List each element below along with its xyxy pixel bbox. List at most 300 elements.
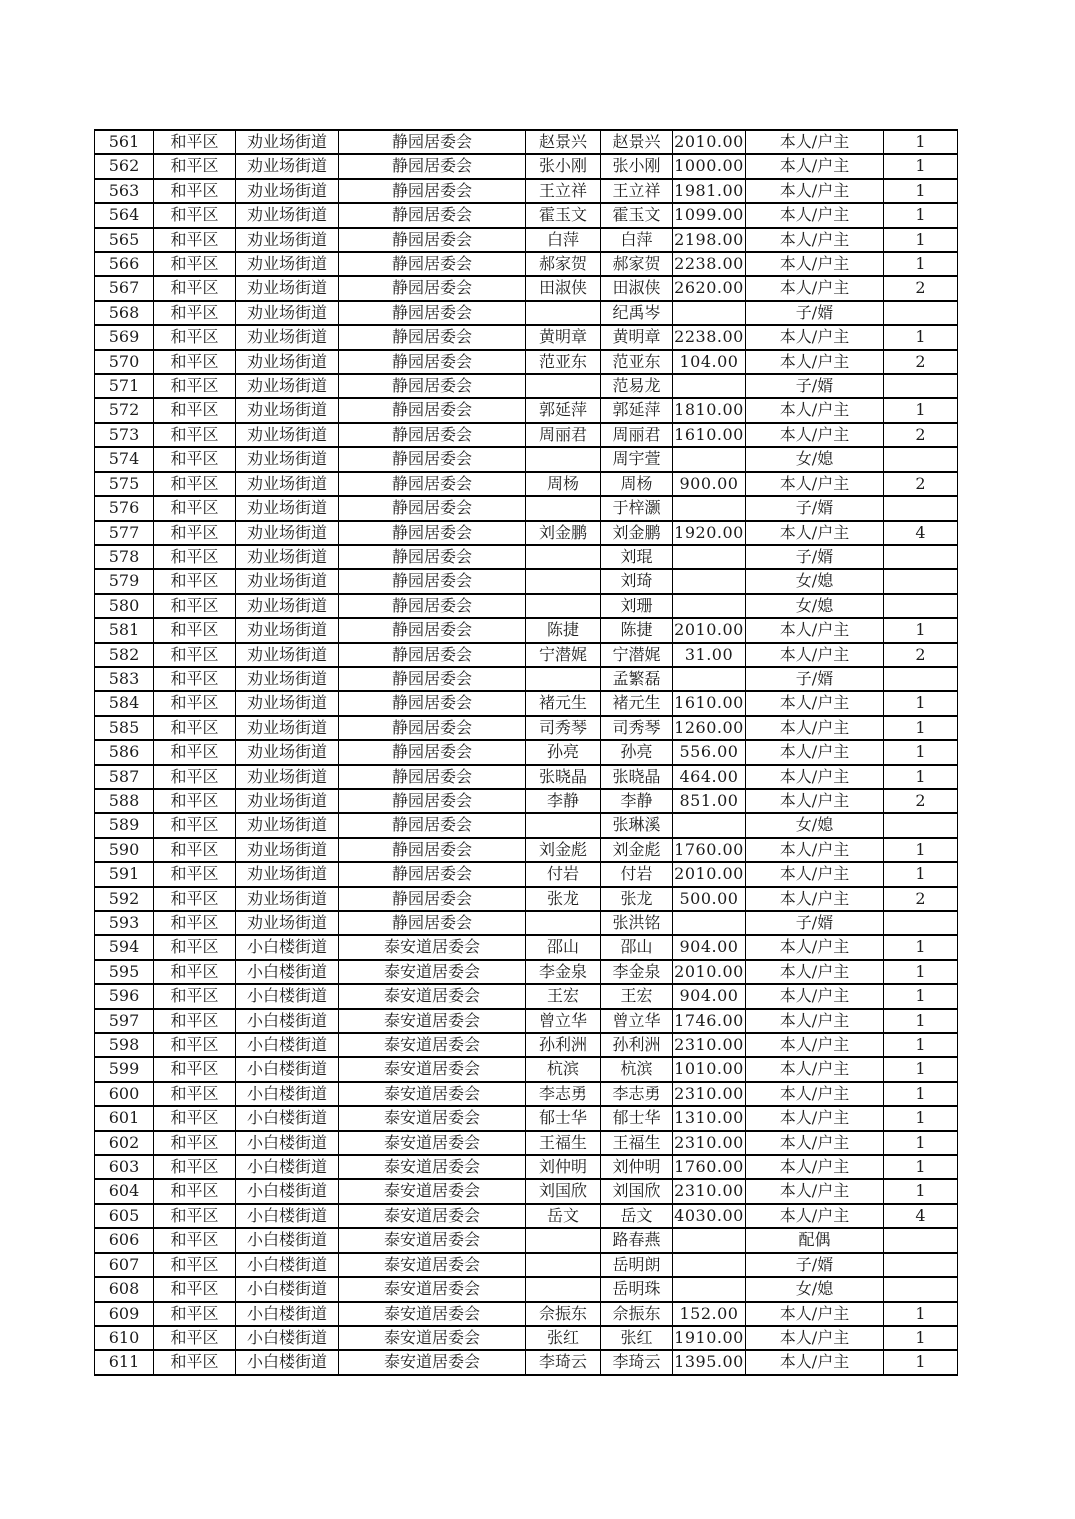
district-cell: 和平区 (154, 1228, 236, 1252)
member-name-cell: 李金泉 (601, 960, 673, 984)
holder-name-cell: 赵景兴 (526, 130, 601, 154)
committee-cell: 泰安道居委会 (339, 1204, 526, 1228)
row-number-cell: 588 (95, 789, 154, 813)
member-name-cell: 于梓灏 (601, 496, 673, 520)
relation-cell: 子/婿 (746, 301, 884, 325)
person-count-cell (884, 569, 958, 593)
relation-cell: 本人/户主 (746, 398, 884, 422)
person-count-cell: 1 (884, 935, 958, 959)
holder-name-cell: 刘金鹏 (526, 521, 601, 545)
row-number-cell: 575 (95, 472, 154, 496)
relation-cell: 本人/户主 (746, 325, 884, 349)
amount-cell: 2310.00 (673, 1082, 746, 1106)
row-number-cell: 607 (95, 1253, 154, 1277)
holder-name-cell (526, 545, 601, 569)
street-cell: 小白楼街道 (236, 1228, 339, 1252)
row-number-cell: 605 (95, 1204, 154, 1228)
member-name-cell: 张小刚 (601, 154, 673, 178)
row-number-cell: 594 (95, 935, 154, 959)
holder-name-cell: 孙亮 (526, 740, 601, 764)
relation-cell: 本人/户主 (746, 472, 884, 496)
table-row (95, 765, 958, 789)
person-count-cell: 1 (884, 1326, 958, 1350)
table-row (95, 887, 958, 911)
relation-cell: 子/婿 (746, 545, 884, 569)
relation-cell: 子/婿 (746, 1253, 884, 1277)
holder-name-cell: 田淑侠 (526, 276, 601, 300)
relation-cell: 子/婿 (746, 374, 884, 398)
table-row (95, 521, 958, 545)
district-cell: 和平区 (154, 813, 236, 837)
district-cell: 和平区 (154, 862, 236, 886)
committee-cell: 泰安道居委会 (339, 1253, 526, 1277)
member-name-cell: 纪禹岑 (601, 301, 673, 325)
holder-name-cell: 李静 (526, 789, 601, 813)
amount-cell: 904.00 (673, 984, 746, 1008)
relation-cell: 本人/户主 (746, 1057, 884, 1081)
table-row (95, 276, 958, 300)
relation-cell: 本人/户主 (746, 984, 884, 1008)
person-count-cell: 1 (884, 1009, 958, 1033)
person-count-cell: 2 (884, 643, 958, 667)
holder-name-cell: 李琦云 (526, 1350, 601, 1374)
row-number-cell: 574 (95, 447, 154, 471)
holder-name-cell: 黄明章 (526, 325, 601, 349)
relation-cell: 本人/户主 (746, 276, 884, 300)
committee-cell: 静园居委会 (339, 813, 526, 837)
district-cell: 和平区 (154, 1326, 236, 1350)
street-cell: 劝业场街道 (236, 179, 339, 203)
relation-cell: 本人/户主 (746, 1033, 884, 1057)
committee-cell: 泰安道居委会 (339, 1106, 526, 1130)
person-count-cell: 4 (884, 521, 958, 545)
member-name-cell: 张洪铭 (601, 911, 673, 935)
street-cell: 小白楼街道 (236, 1057, 339, 1081)
committee-cell: 静园居委会 (339, 374, 526, 398)
holder-name-cell (526, 447, 601, 471)
amount-cell: 500.00 (673, 887, 746, 911)
district-cell: 和平区 (154, 1277, 236, 1301)
member-name-cell: 孙亮 (601, 740, 673, 764)
relation-cell: 本人/户主 (746, 935, 884, 959)
relation-cell: 女/媳 (746, 594, 884, 618)
holder-name-cell: 褚元生 (526, 691, 601, 715)
holder-name-cell: 付岩 (526, 862, 601, 886)
amount-cell: 1981.00 (673, 179, 746, 203)
table-row (95, 960, 958, 984)
amount-cell: 1099.00 (673, 203, 746, 227)
person-count-cell: 2 (884, 789, 958, 813)
street-cell: 小白楼街道 (236, 935, 339, 959)
member-name-cell: 周杨 (601, 472, 673, 496)
district-cell: 和平区 (154, 667, 236, 691)
amount-cell (673, 569, 746, 593)
table-row (95, 643, 958, 667)
relation-cell: 配偶 (746, 1228, 884, 1252)
district-cell: 和平区 (154, 350, 236, 374)
person-count-cell (884, 545, 958, 569)
district-cell: 和平区 (154, 398, 236, 422)
row-number-cell: 589 (95, 813, 154, 837)
amount-cell: 1260.00 (673, 716, 746, 740)
amount-cell: 2010.00 (673, 862, 746, 886)
table-row (95, 1106, 958, 1130)
amount-cell: 1760.00 (673, 838, 746, 862)
holder-name-cell: 王福生 (526, 1131, 601, 1155)
member-name-cell: 司秀琴 (601, 716, 673, 740)
relation-cell: 子/婿 (746, 911, 884, 935)
holder-name-cell: 邵山 (526, 935, 601, 959)
holder-name-cell: 陈捷 (526, 618, 601, 642)
district-cell: 和平区 (154, 789, 236, 813)
holder-name-cell: 王宏 (526, 984, 601, 1008)
committee-cell: 静园居委会 (339, 740, 526, 764)
committee-cell: 静园居委会 (339, 423, 526, 447)
row-number-cell: 590 (95, 838, 154, 862)
person-count-cell: 1 (884, 130, 958, 154)
table-row (95, 618, 958, 642)
district-cell: 和平区 (154, 569, 236, 593)
street-cell: 劝业场街道 (236, 472, 339, 496)
committee-cell: 泰安道居委会 (339, 1179, 526, 1203)
street-cell: 劝业场街道 (236, 862, 339, 886)
member-name-cell: 田淑侠 (601, 276, 673, 300)
table-row (95, 472, 958, 496)
street-cell: 小白楼街道 (236, 1033, 339, 1057)
committee-cell: 泰安道居委会 (339, 1228, 526, 1252)
row-number-cell: 569 (95, 325, 154, 349)
row-number-cell: 582 (95, 643, 154, 667)
holder-name-cell: 范亚东 (526, 350, 601, 374)
committee-cell: 静园居委会 (339, 569, 526, 593)
table-row (95, 130, 958, 154)
table-row (95, 228, 958, 252)
holder-name-cell: 周丽君 (526, 423, 601, 447)
committee-cell: 泰安道居委会 (339, 1302, 526, 1326)
person-count-cell: 1 (884, 1350, 958, 1374)
member-name-cell: 郝家贺 (601, 252, 673, 276)
row-number-cell: 601 (95, 1106, 154, 1130)
street-cell: 小白楼街道 (236, 1106, 339, 1130)
member-name-cell: 刘金彪 (601, 838, 673, 862)
holder-name-cell (526, 301, 601, 325)
amount-cell: 1810.00 (673, 398, 746, 422)
row-number-cell: 563 (95, 179, 154, 203)
person-count-cell: 1 (884, 1155, 958, 1179)
table-row (95, 1326, 958, 1350)
member-name-cell: 范易龙 (601, 374, 673, 398)
street-cell: 劝业场街道 (236, 667, 339, 691)
district-cell: 和平区 (154, 374, 236, 398)
amount-cell: 2198.00 (673, 228, 746, 252)
holder-name-cell (526, 1228, 601, 1252)
amount-cell: 851.00 (673, 789, 746, 813)
member-name-cell: 李琦云 (601, 1350, 673, 1374)
relation-cell: 本人/户主 (746, 1350, 884, 1374)
amount-cell: 2010.00 (673, 130, 746, 154)
district-cell: 和平区 (154, 765, 236, 789)
member-name-cell: 陈捷 (601, 618, 673, 642)
member-name-cell: 郭延萍 (601, 398, 673, 422)
district-cell: 和平区 (154, 179, 236, 203)
person-count-cell: 2 (884, 423, 958, 447)
person-count-cell: 1 (884, 838, 958, 862)
street-cell: 小白楼街道 (236, 1179, 339, 1203)
row-number-cell: 587 (95, 765, 154, 789)
person-count-cell (884, 447, 958, 471)
person-count-cell (884, 301, 958, 325)
committee-cell: 静园居委会 (339, 862, 526, 886)
committee-cell: 泰安道居委会 (339, 1082, 526, 1106)
table-row (95, 1253, 958, 1277)
row-number-cell: 610 (95, 1326, 154, 1350)
table-row (95, 813, 958, 837)
amount-cell: 1920.00 (673, 521, 746, 545)
row-number-cell: 579 (95, 569, 154, 593)
district-cell: 和平区 (154, 935, 236, 959)
relation-cell: 本人/户主 (746, 521, 884, 545)
person-count-cell: 1 (884, 716, 958, 740)
street-cell: 劝业场街道 (236, 130, 339, 154)
table-row (95, 569, 958, 593)
person-count-cell: 1 (884, 325, 958, 349)
committee-cell: 静园居委会 (339, 887, 526, 911)
table-row (95, 545, 958, 569)
relation-cell: 女/媳 (746, 569, 884, 593)
table-row (95, 203, 958, 227)
street-cell: 劝业场街道 (236, 228, 339, 252)
relation-cell: 本人/户主 (746, 350, 884, 374)
row-number-cell: 609 (95, 1302, 154, 1326)
row-number-cell: 600 (95, 1082, 154, 1106)
district-cell: 和平区 (154, 887, 236, 911)
person-count-cell: 1 (884, 1033, 958, 1057)
member-name-cell: 王宏 (601, 984, 673, 1008)
table-row (95, 1131, 958, 1155)
relation-cell: 女/媳 (746, 813, 884, 837)
district-cell: 和平区 (154, 1204, 236, 1228)
holder-name-cell: 杭滨 (526, 1057, 601, 1081)
person-count-cell: 1 (884, 1082, 958, 1106)
committee-cell: 泰安道居委会 (339, 1155, 526, 1179)
holder-name-cell: 宁潜娓 (526, 643, 601, 667)
holder-name-cell: 李志勇 (526, 1082, 601, 1106)
member-name-cell: 王立祥 (601, 179, 673, 203)
person-count-cell: 1 (884, 960, 958, 984)
table-row (95, 667, 958, 691)
amount-cell (673, 545, 746, 569)
holder-name-cell: 孙利洲 (526, 1033, 601, 1057)
holder-name-cell: 霍玉文 (526, 203, 601, 227)
street-cell: 小白楼街道 (236, 1131, 339, 1155)
amount-cell: 31.00 (673, 643, 746, 667)
district-cell: 和平区 (154, 252, 236, 276)
district-cell: 和平区 (154, 1131, 236, 1155)
district-cell: 和平区 (154, 276, 236, 300)
member-name-cell: 岳明朗 (601, 1253, 673, 1277)
amount-cell: 1395.00 (673, 1350, 746, 1374)
table-row (95, 252, 958, 276)
person-count-cell: 1 (884, 203, 958, 227)
table-row (95, 398, 958, 422)
amount-cell: 2010.00 (673, 618, 746, 642)
amount-cell: 1610.00 (673, 423, 746, 447)
relation-cell: 本人/户主 (746, 789, 884, 813)
relation-cell: 本人/户主 (746, 228, 884, 252)
committee-cell: 静园居委会 (339, 496, 526, 520)
relation-cell: 本人/户主 (746, 1179, 884, 1203)
amount-cell: 2310.00 (673, 1179, 746, 1203)
district-cell: 和平区 (154, 691, 236, 715)
committee-cell: 静园居委会 (339, 398, 526, 422)
person-count-cell: 1 (884, 1131, 958, 1155)
person-count-cell: 1 (884, 862, 958, 886)
resident-subsidy-table (94, 129, 958, 1376)
committee-cell: 静园居委会 (339, 301, 526, 325)
table-row (95, 301, 958, 325)
table-row (95, 325, 958, 349)
table-row (95, 423, 958, 447)
street-cell: 小白楼街道 (236, 984, 339, 1008)
table-row (95, 862, 958, 886)
street-cell: 劝业场街道 (236, 301, 339, 325)
committee-cell: 泰安道居委会 (339, 935, 526, 959)
amount-cell: 1910.00 (673, 1326, 746, 1350)
relation-cell: 本人/户主 (746, 1131, 884, 1155)
amount-cell: 2620.00 (673, 276, 746, 300)
row-number-cell: 577 (95, 521, 154, 545)
district-cell: 和平区 (154, 423, 236, 447)
table-row (95, 350, 958, 374)
holder-name-cell: 郭延萍 (526, 398, 601, 422)
relation-cell: 本人/户主 (746, 1204, 884, 1228)
member-name-cell: 张琳溪 (601, 813, 673, 837)
relation-cell: 本人/户主 (746, 252, 884, 276)
row-number-cell: 608 (95, 1277, 154, 1301)
row-number-cell: 576 (95, 496, 154, 520)
committee-cell: 静园居委会 (339, 594, 526, 618)
amount-cell: 2010.00 (673, 960, 746, 984)
relation-cell: 本人/户主 (746, 1009, 884, 1033)
person-count-cell: 1 (884, 984, 958, 1008)
row-number-cell: 591 (95, 862, 154, 886)
holder-name-cell (526, 911, 601, 935)
holder-name-cell: 张龙 (526, 887, 601, 911)
amount-cell: 152.00 (673, 1302, 746, 1326)
street-cell: 劝业场街道 (236, 887, 339, 911)
holder-name-cell (526, 374, 601, 398)
relation-cell: 本人/户主 (746, 154, 884, 178)
row-number-cell: 598 (95, 1033, 154, 1057)
member-name-cell: 刘琦 (601, 569, 673, 593)
table-row (95, 1033, 958, 1057)
person-count-cell: 2 (884, 887, 958, 911)
row-number-cell: 585 (95, 716, 154, 740)
committee-cell: 静园居委会 (339, 350, 526, 374)
relation-cell: 本人/户主 (746, 203, 884, 227)
street-cell: 劝业场街道 (236, 813, 339, 837)
street-cell: 小白楼街道 (236, 1204, 339, 1228)
relation-cell: 本人/户主 (746, 423, 884, 447)
street-cell: 劝业场街道 (236, 496, 339, 520)
table-row (95, 1009, 958, 1033)
district-cell: 和平区 (154, 1350, 236, 1374)
district-cell: 和平区 (154, 1082, 236, 1106)
member-name-cell: 范亚东 (601, 350, 673, 374)
row-number-cell: 602 (95, 1131, 154, 1155)
table-row (95, 1228, 958, 1252)
district-cell: 和平区 (154, 325, 236, 349)
member-name-cell: 王福生 (601, 1131, 673, 1155)
holder-name-cell (526, 594, 601, 618)
holder-name-cell: 白萍 (526, 228, 601, 252)
table-row (95, 594, 958, 618)
street-cell: 小白楼街道 (236, 1009, 339, 1033)
table-row (95, 1155, 958, 1179)
district-cell: 和平区 (154, 545, 236, 569)
table-row (95, 716, 958, 740)
relation-cell: 女/媳 (746, 447, 884, 471)
person-count-cell: 1 (884, 252, 958, 276)
street-cell: 劝业场街道 (236, 252, 339, 276)
person-count-cell: 1 (884, 618, 958, 642)
table-row (95, 1179, 958, 1203)
row-number-cell: 584 (95, 691, 154, 715)
row-number-cell: 567 (95, 276, 154, 300)
amount-cell (673, 594, 746, 618)
member-name-cell: 郁士华 (601, 1106, 673, 1130)
row-number-cell: 580 (95, 594, 154, 618)
holder-name-cell: 张晓晶 (526, 765, 601, 789)
amount-cell (673, 813, 746, 837)
row-number-cell: 611 (95, 1350, 154, 1374)
committee-cell: 静园居委会 (339, 667, 526, 691)
district-cell: 和平区 (154, 496, 236, 520)
member-name-cell: 刘金鹏 (601, 521, 673, 545)
committee-cell: 静园居委会 (339, 203, 526, 227)
amount-cell: 556.00 (673, 740, 746, 764)
street-cell: 劝业场街道 (236, 838, 339, 862)
amount-cell (673, 374, 746, 398)
street-cell: 劝业场街道 (236, 643, 339, 667)
row-number-cell: 597 (95, 1009, 154, 1033)
district-cell: 和平区 (154, 1009, 236, 1033)
district-cell: 和平区 (154, 643, 236, 667)
committee-cell: 泰安道居委会 (339, 1277, 526, 1301)
relation-cell: 本人/户主 (746, 887, 884, 911)
committee-cell: 静园居委会 (339, 276, 526, 300)
member-name-cell: 张龙 (601, 887, 673, 911)
relation-cell: 本人/户主 (746, 1106, 884, 1130)
member-name-cell: 李志勇 (601, 1082, 673, 1106)
holder-name-cell: 李金泉 (526, 960, 601, 984)
district-cell: 和平区 (154, 301, 236, 325)
person-count-cell: 1 (884, 691, 958, 715)
committee-cell: 静园居委会 (339, 618, 526, 642)
member-name-cell: 佘振东 (601, 1302, 673, 1326)
person-count-cell: 1 (884, 154, 958, 178)
street-cell: 劝业场街道 (236, 545, 339, 569)
relation-cell: 子/婿 (746, 667, 884, 691)
amount-cell: 104.00 (673, 350, 746, 374)
member-name-cell: 刘国欣 (601, 1179, 673, 1203)
street-cell: 劝业场街道 (236, 594, 339, 618)
committee-cell: 泰安道居委会 (339, 1033, 526, 1057)
person-count-cell (884, 594, 958, 618)
person-count-cell (884, 496, 958, 520)
relation-cell: 子/婿 (746, 496, 884, 520)
amount-cell: 464.00 (673, 765, 746, 789)
